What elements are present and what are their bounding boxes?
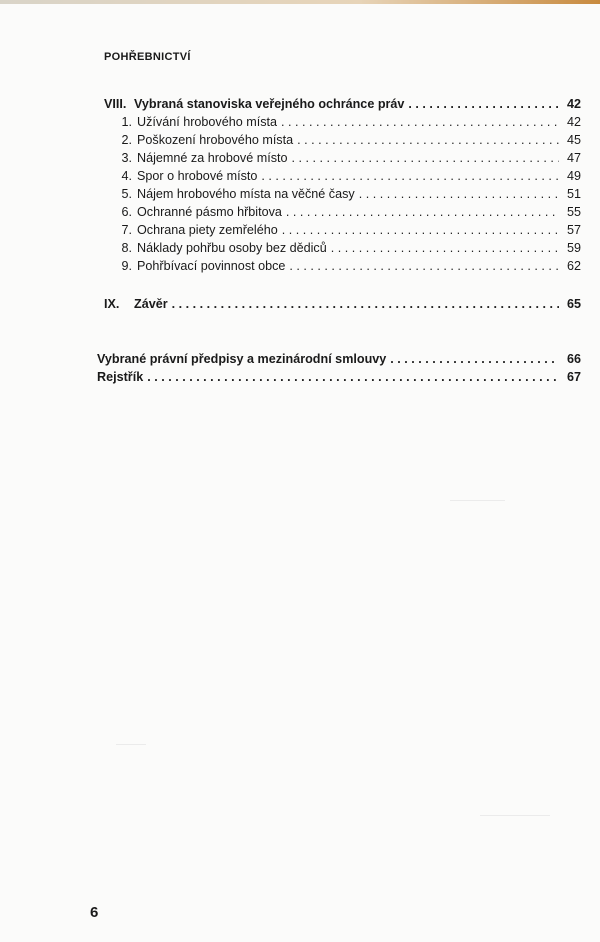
leader-dots: [282, 222, 559, 238]
leader-dots: [261, 168, 559, 184]
leader-dots: [286, 204, 559, 220]
toc-item[interactable]: [116, 258, 581, 274]
leader-dots: [281, 114, 559, 130]
item-title: Užívání hrobového místa: [137, 115, 278, 129]
chapter-number: IX.: [104, 297, 120, 311]
running-head: POHŘEBNICTVÍ: [104, 51, 191, 63]
page-number: 45: [566, 133, 581, 147]
toc-item[interactable]: [116, 186, 581, 202]
item-title: Ochranné pásmo hřbitova: [137, 205, 282, 219]
toc-appendix-index[interactable]: [97, 369, 581, 385]
chapter-title: Závěr: [134, 297, 168, 311]
show-through-mark: [450, 500, 505, 501]
item-number: 9.: [121, 259, 132, 273]
show-through-mark: [480, 815, 550, 816]
item-title: Nájem hrobového místa na věčné časy: [137, 187, 355, 201]
page-number: 42: [566, 97, 581, 111]
page-number: 42: [566, 115, 581, 129]
appendix-title: Rejstřík: [97, 370, 144, 384]
leader-dots: [147, 369, 559, 385]
item-number: 5.: [121, 187, 132, 201]
show-through-mark: [116, 744, 146, 745]
leader-dots: [359, 186, 559, 202]
page-number: 51: [566, 187, 581, 201]
item-number: 3.: [121, 151, 132, 165]
item-title: Ochrana piety zemřelého: [137, 223, 278, 237]
item-number: 2.: [121, 133, 132, 147]
page-number: 55: [566, 205, 581, 219]
item-number: 8.: [121, 241, 132, 255]
appendix-title: Vybrané právní předpisy a mezinárodní smlouvy: [97, 352, 387, 366]
leader-dots: [297, 132, 559, 148]
page-number: 66: [566, 352, 581, 366]
item-number: 7.: [121, 223, 132, 237]
page-number: 59: [566, 241, 581, 255]
page-number: 47: [566, 151, 581, 165]
toc-item[interactable]: [116, 114, 581, 130]
leader-dots: [172, 296, 559, 312]
chapter-title: Vybraná stanoviska veřejného ochránce práv: [134, 97, 405, 111]
chapter-number: VIII.: [104, 97, 127, 111]
item-title: Náklady pohřbu osoby bez dědiců: [137, 241, 327, 255]
page-folio: 6: [90, 904, 99, 921]
page-number: 57: [566, 223, 581, 237]
page-number: 49: [566, 169, 581, 183]
page-number: 65: [566, 297, 581, 311]
leader-dots: [331, 240, 559, 256]
item-number: 1.: [121, 115, 132, 129]
item-title: Spor o hrobové místo: [137, 169, 258, 183]
page-number: 67: [566, 370, 581, 384]
toc-item[interactable]: [116, 150, 581, 166]
item-title: Pohřbívací povinnost obce: [137, 259, 286, 273]
leader-dots: [390, 351, 559, 367]
toc-item[interactable]: [116, 168, 581, 184]
toc-item[interactable]: [116, 132, 581, 148]
item-number: 6.: [121, 205, 132, 219]
toc-item[interactable]: [116, 204, 581, 220]
leader-dots: [408, 96, 559, 112]
toc-chapter-ix[interactable]: [104, 296, 581, 312]
item-number: 4.: [121, 169, 132, 183]
leader-dots: [289, 258, 559, 274]
toc-item[interactable]: [116, 240, 581, 256]
toc-item[interactable]: [116, 222, 581, 238]
toc-appendix-legislation[interactable]: [97, 351, 581, 367]
item-title: Nájemné za hrobové místo: [137, 151, 288, 165]
leader-dots: [292, 150, 560, 166]
toc-chapter-viii[interactable]: [104, 96, 581, 112]
page-edge: [0, 0, 600, 4]
item-title: Poškození hrobového místa: [137, 133, 294, 147]
page-number: 62: [566, 259, 581, 273]
